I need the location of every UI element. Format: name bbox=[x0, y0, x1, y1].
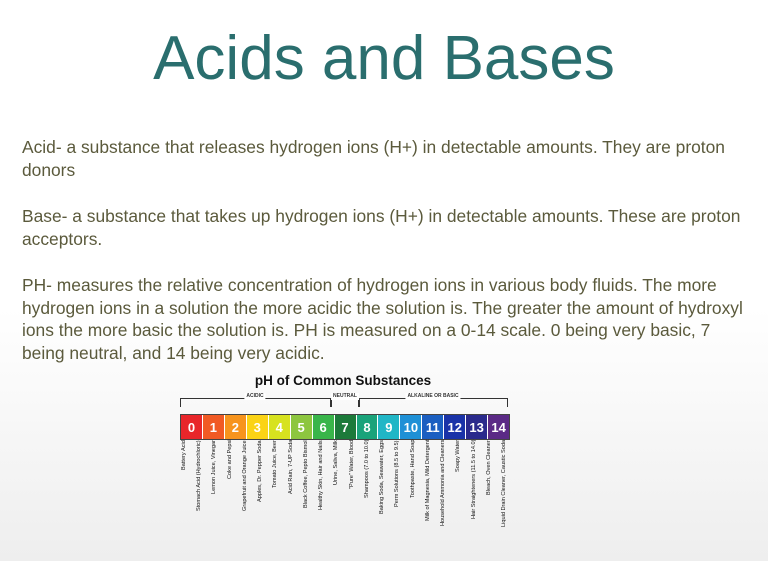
ph-cell-7: 7 bbox=[335, 415, 357, 439]
substance-label: "Pure" Water, Blood bbox=[348, 440, 355, 490]
neutral-label: NEUTRAL bbox=[333, 393, 357, 399]
acidic-label: ACIDIC bbox=[246, 393, 264, 399]
ph-cell-10: 10 bbox=[400, 415, 422, 439]
substance-label: Perm Solutions (8.5 to 9.5) bbox=[394, 440, 401, 507]
ph-cell-12: 12 bbox=[444, 415, 466, 439]
substance-label: Household Ammonia and Cleaners bbox=[440, 440, 447, 527]
ph-cell-14: 14 bbox=[488, 415, 509, 439]
ph-cell-2: 2 bbox=[225, 415, 247, 439]
ph-definition: PH- measures the relative concentration of hydrogen ions in various body fluids. The more hydrogen ions in a solution the more acidic the solution is. The greater the amount of hydroxyl ions the more basic the solution is. PH is measured on a 0-14 scale. 0 being very basic, 7 being neutral, and 14 being very acidic. bbox=[22, 275, 743, 363]
substance-label: Tomato Juice, Beer bbox=[272, 440, 279, 488]
ph-figure-title: pH of Common Substances bbox=[254, 373, 432, 388]
substance-label: Liquid Drain Cleaner, Caustic Soda bbox=[501, 440, 507, 528]
substance-label: Lemon Juice, Vinegar bbox=[211, 440, 218, 495]
substance-label: Stomach Acid (Hydrochloric) bbox=[196, 440, 203, 511]
ph-cell-5: 5 bbox=[291, 415, 313, 439]
substance-label: Baking Soda, Seawater, Eggs bbox=[379, 440, 386, 515]
substance-label: Grapefruit and Orange Juice bbox=[241, 440, 248, 511]
substance-label: Urine, Saliva, Milk bbox=[333, 440, 340, 485]
ph-scale-figure bbox=[172, 372, 514, 557]
substance-label: Acid Rain, 7-UP Soda bbox=[287, 440, 294, 495]
ph-cell-4: 4 bbox=[269, 415, 291, 439]
acid-definition: Acid- a substance that releases hydrogen ions (H+) in detectable amounts. They are proton donors bbox=[22, 137, 725, 180]
substance-label: Toothpaste, Hand Soap bbox=[409, 440, 416, 499]
ph-cell-11: 11 bbox=[422, 415, 444, 439]
slide-title: Acids and Bases bbox=[153, 24, 615, 93]
alkaline-label: ALKALINE OR BASIC bbox=[407, 393, 459, 399]
ph-cell-0: 0 bbox=[181, 415, 203, 439]
ph-cell-3: 3 bbox=[247, 415, 269, 439]
ph-cell-13: 13 bbox=[466, 415, 488, 439]
ph-cell-8: 8 bbox=[357, 415, 379, 439]
ph-cell-6: 6 bbox=[313, 415, 335, 439]
substance-label: Healthy Skin, Hair and Nails bbox=[318, 440, 325, 510]
base-definition: Base- a substance that takes up hydrogen ions (H+) in detectable amounts. These are proton acceptors. bbox=[22, 206, 741, 249]
substance-label: Bleach, Oven Cleaner bbox=[485, 440, 492, 495]
ph-cell-9: 9 bbox=[378, 415, 400, 439]
substance-label: Shampoos (7.0 to 10.0) bbox=[363, 440, 370, 499]
substance-label: Coke and Pepsi bbox=[226, 440, 233, 480]
substance-label: Black Coffee, Pepto Bismol bbox=[302, 440, 309, 508]
substance-label: Soapy Water bbox=[455, 440, 462, 473]
substance-label: Apples, Dr. Pepper Soda bbox=[257, 440, 264, 502]
ph-cell-1: 1 bbox=[203, 415, 225, 439]
substance-labels bbox=[180, 440, 508, 557]
substance-label: Hair Straighteners (11.5 to 14.0) bbox=[470, 440, 477, 520]
substance-label: Battery Acid bbox=[181, 440, 187, 470]
substance-label: Milk of Magnesia, Mild Detergent bbox=[424, 440, 431, 522]
ph-scale-bar bbox=[180, 414, 510, 440]
